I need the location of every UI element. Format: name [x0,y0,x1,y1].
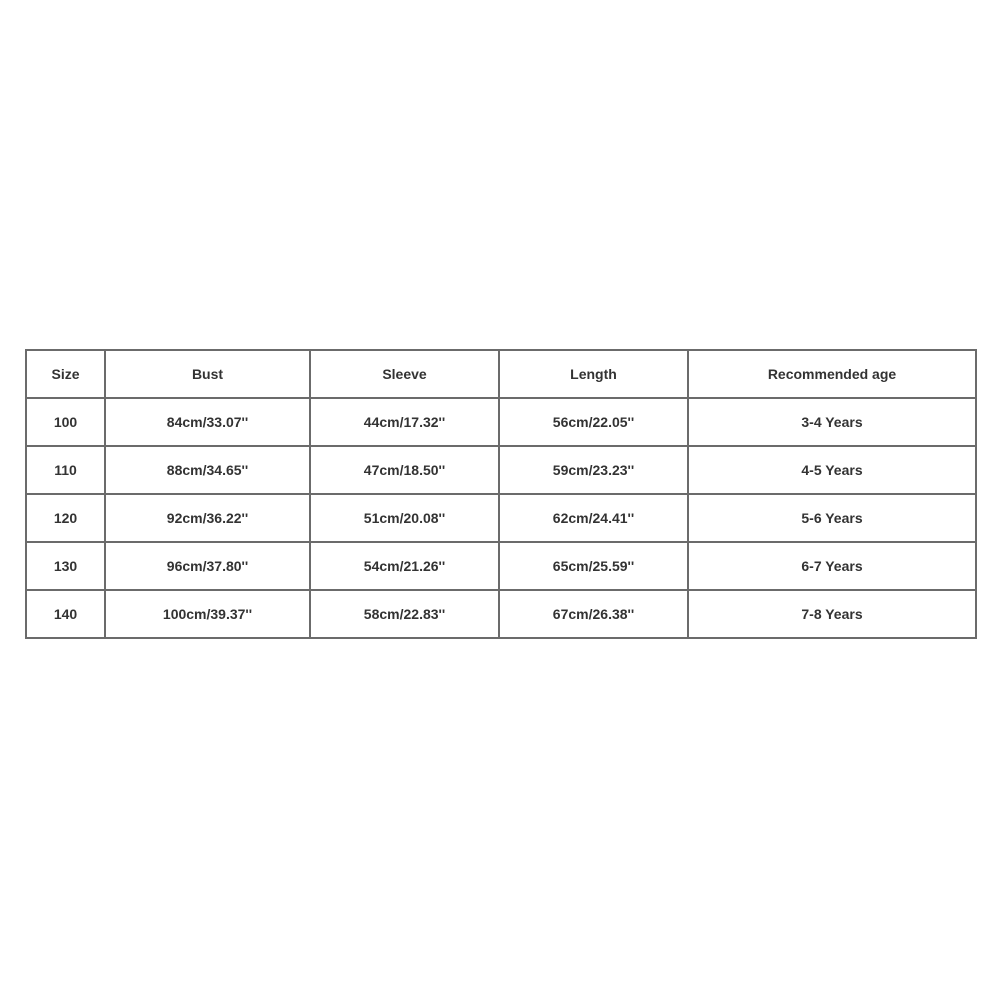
cell-length: 65cm/25.59'' [499,542,688,590]
cell-sleeve: 47cm/18.50'' [310,446,499,494]
cell-length: 59cm/23.23'' [499,446,688,494]
table-row [26,542,976,590]
cell-sleeve: 58cm/22.83'' [310,590,499,638]
cell-size: 130 [26,542,105,590]
cell-sleeve: 54cm/21.26'' [310,542,499,590]
cell-recommended-age: 5-6 Years [688,494,976,542]
cell-recommended-age: 7-8 Years [688,590,976,638]
cell-recommended-age: 3-4 Years [688,398,976,446]
header-length: Length [499,350,688,398]
cell-length: 62cm/24.41'' [499,494,688,542]
cell-bust: 100cm/39.37'' [105,590,310,638]
header-size: Size [26,350,105,398]
cell-size: 100 [26,398,105,446]
cell-recommended-age: 6-7 Years [688,542,976,590]
cell-sleeve: 51cm/20.08'' [310,494,499,542]
cell-size: 110 [26,446,105,494]
size-chart-table [25,349,977,639]
table-row [26,590,976,638]
cell-bust: 96cm/37.80'' [105,542,310,590]
table-row [26,446,976,494]
header-recommended-age: Recommended age [688,350,976,398]
table-row [26,398,976,446]
cell-size: 140 [26,590,105,638]
cell-bust: 84cm/33.07'' [105,398,310,446]
cell-bust: 92cm/36.22'' [105,494,310,542]
cell-sleeve: 44cm/17.32'' [310,398,499,446]
header-sleeve: Sleeve [310,350,499,398]
table-row [26,494,976,542]
cell-length: 67cm/26.38'' [499,590,688,638]
cell-size: 120 [26,494,105,542]
cell-bust: 88cm/34.65'' [105,446,310,494]
cell-length: 56cm/22.05'' [499,398,688,446]
cell-recommended-age: 4-5 Years [688,446,976,494]
header-bust: Bust [105,350,310,398]
header-row [26,350,976,398]
